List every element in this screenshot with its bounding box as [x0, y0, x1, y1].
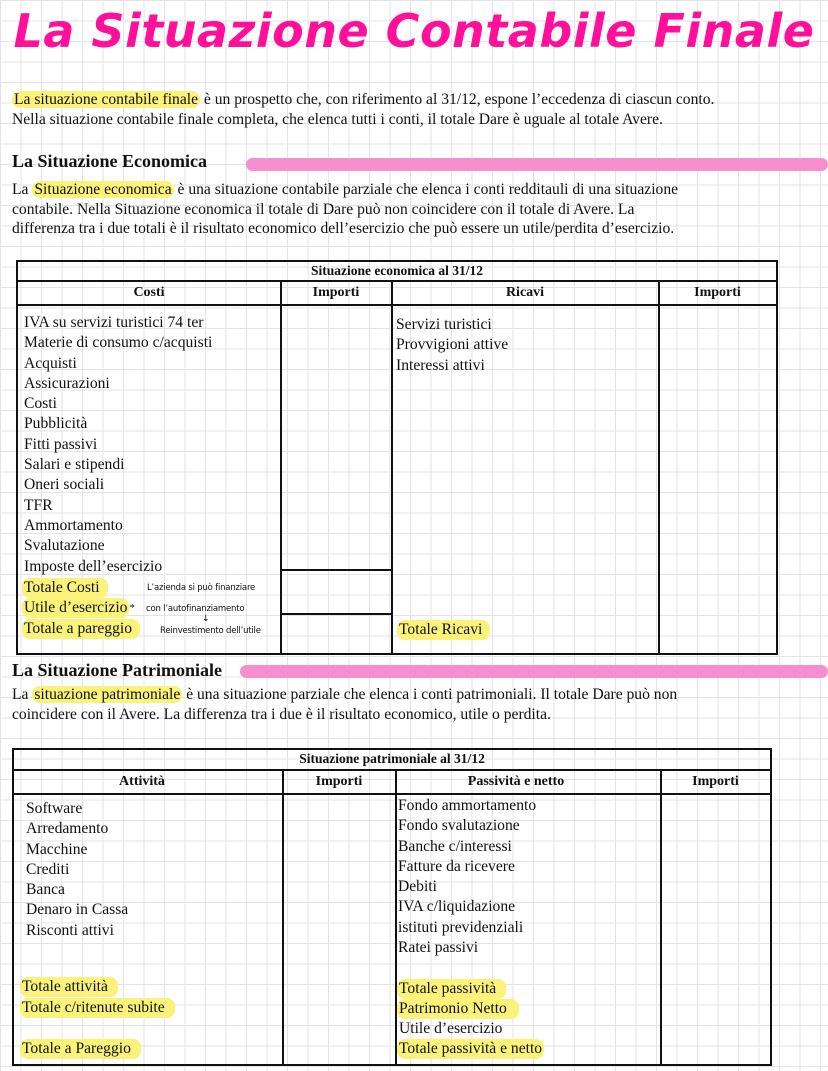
utile-row	[22, 598, 135, 618]
totale-ritenute-label: Totale c/ritenute subite	[20, 998, 175, 1018]
attivita-item: Denaro in Cassa	[26, 901, 129, 919]
economica-para-start: La	[12, 181, 33, 198]
patrimoniale-highlight: situazione patrimoniale	[34, 686, 181, 703]
costi-item: Ammortamento	[24, 516, 123, 534]
handwritten-note-3: Reinvestimento dell’utile	[160, 626, 261, 636]
col-header-passivita: Passività e netto	[467, 774, 565, 789]
passivita-item: Fondo ammortamento	[398, 797, 537, 814]
economica-para-line3: differenza tra i due totali è il risultato economico dell’esercizio che può essere un utile/perdita d’esercizio.	[12, 220, 675, 237]
utile-row: Utile d’esercizio	[399, 1020, 503, 1037]
costi-item: TFR	[24, 496, 53, 514]
page-title: La Situazione Contabile Finale	[13, 4, 815, 58]
totale-ritenute-row	[20, 998, 175, 1018]
utile-mark: *	[129, 602, 135, 614]
totale-ricavi-row	[397, 620, 490, 640]
passivita-item: Banche c/interessi	[398, 837, 512, 855]
passivita-item: Ratei passivi	[398, 939, 479, 957]
attivita-item: Banca	[26, 881, 65, 899]
totale-passivita-label: Totale passività	[397, 979, 506, 999]
ricavi-item: Servizi turistici	[396, 316, 492, 333]
passivita-item: Fondo svalutazione	[398, 817, 520, 835]
costi-item: IVA su servizi turistici 74 ter	[24, 314, 204, 331]
attivita-item: Software	[26, 800, 83, 817]
totale-passivita-netto-row	[397, 1039, 544, 1059]
economica-table	[16, 260, 778, 655]
attivita-list	[26, 799, 128, 941]
totale-pareggio-label: Totale a pareggio	[22, 619, 140, 639]
section-heading-patrimoniale: La Situazione Patrimoniale	[12, 660, 222, 680]
section-heading-economica: La Situazione Economica	[12, 151, 208, 171]
patrimonio-netto-label: Patrimonio Netto	[397, 999, 519, 1019]
patrimoniale-table	[12, 748, 772, 1066]
costi-item: Oneri sociali	[24, 476, 105, 494]
attivita-item: Crediti	[26, 860, 70, 878]
economica-para-line2: contabile. Nella Situazione economica il totale di Dare può non coincidere con il totale di Avere. La	[12, 200, 635, 218]
utile-label: Utile d’esercizio	[22, 598, 129, 618]
costi-item: Pubblicità	[24, 415, 88, 433]
patrimoniale-table-title: Situazione patrimoniale al 31/12	[299, 751, 485, 766]
patrimoniale-para-start: La	[12, 686, 33, 703]
totale-attivita-label: Totale attività	[20, 977, 118, 997]
economica-para-line1: è una situazione contabile parziale che elenca i conti redditauli di una situazione	[173, 181, 679, 198]
costi-item: Assicurazioni	[24, 374, 110, 392]
economica-paragraph	[12, 180, 822, 239]
passivita-item: IVA c/liquidazione	[398, 898, 516, 916]
intro-paragraph	[12, 90, 822, 129]
passivita-item: istituti previdenziali	[398, 918, 524, 936]
totale-passivita-netto-label: Totale passività e netto	[397, 1039, 544, 1059]
intro-text-line2: Nella situazione contabile finale completa, che elenca tutti i conti, il totale Dare è uguale al totale Avere.	[12, 110, 663, 128]
col-header-importi: Importi	[315, 774, 363, 789]
ricavi-item: Interessi attivi	[396, 356, 485, 374]
attivita-item: Arredamento	[26, 820, 109, 838]
handwritten-note-2: con l’autofinanziamento	[146, 604, 245, 614]
handwritten-note-1: L’azienda si può finanziare	[147, 583, 256, 593]
costi-item: Svalutazione	[24, 537, 105, 555]
totale-pareggio-row	[22, 619, 140, 639]
costi-item: Materie di consumo c/acquisti	[24, 334, 213, 352]
totale-costi-label: Totale Costi	[22, 578, 108, 598]
economica-table-title: Situazione economica al 31/12	[310, 263, 484, 278]
totale-pareggio-row	[20, 1039, 141, 1059]
costi-item: Acquisti	[24, 354, 77, 372]
ricavi-list	[396, 315, 508, 376]
costi-item: Fitti passivi	[24, 435, 98, 453]
col-header-ricavi: Ricavi	[505, 285, 545, 300]
totale-passivita-row	[397, 979, 506, 999]
col-header-importi: Importi	[694, 285, 741, 300]
patrimonio-netto-row	[397, 999, 519, 1019]
intro-text-line1: è un prospetto che, con riferimento al 31/12, espone l’eccedenza di ciascun conto.	[200, 91, 715, 108]
attivita-item: Macchine	[26, 840, 88, 858]
passivita-item: Debiti	[398, 878, 437, 896]
patrimoniale-para-line2: coincidere con il Avere. La differenza tra i due è il risultato economico, utile o perdita.	[12, 705, 551, 723]
totale-costi-row	[22, 578, 108, 598]
totale-attivita-row	[20, 977, 118, 997]
costi-item: Costi	[24, 395, 57, 413]
attivita-item: Risconti attivi	[26, 921, 114, 939]
handwritten-arrow: ↓	[202, 614, 210, 624]
col-header-importi: Importi	[312, 285, 360, 300]
costi-list	[24, 313, 212, 577]
totale-pareggio-label: Totale a Pareggio	[20, 1039, 141, 1059]
col-header-importi: Importi	[692, 774, 739, 789]
costi-item: Imposte dell’esercizio	[24, 557, 163, 575]
passivita-item: Fatture da ricevere	[398, 857, 515, 875]
col-header-costi: Costi	[133, 285, 165, 300]
intro-highlight: La situazione contabile finale	[14, 91, 199, 108]
patrimoniale-paragraph	[12, 685, 822, 724]
ricavi-item: Provvigioni attive	[396, 336, 509, 354]
section-underline-bar	[240, 665, 828, 678]
totale-ricavi-label: Totale Ricavi	[397, 620, 490, 640]
passivita-list	[398, 796, 536, 958]
costi-item: Salari e stipendi	[24, 456, 125, 474]
col-header-attivita: Attività	[119, 774, 165, 789]
section-underline-bar	[246, 158, 828, 171]
economica-highlight: Situazione economica	[34, 181, 172, 198]
patrimoniale-para-line1: è una situazione parziale che elenca i conti patrimoniali. Il totale Dare può non	[182, 686, 678, 703]
